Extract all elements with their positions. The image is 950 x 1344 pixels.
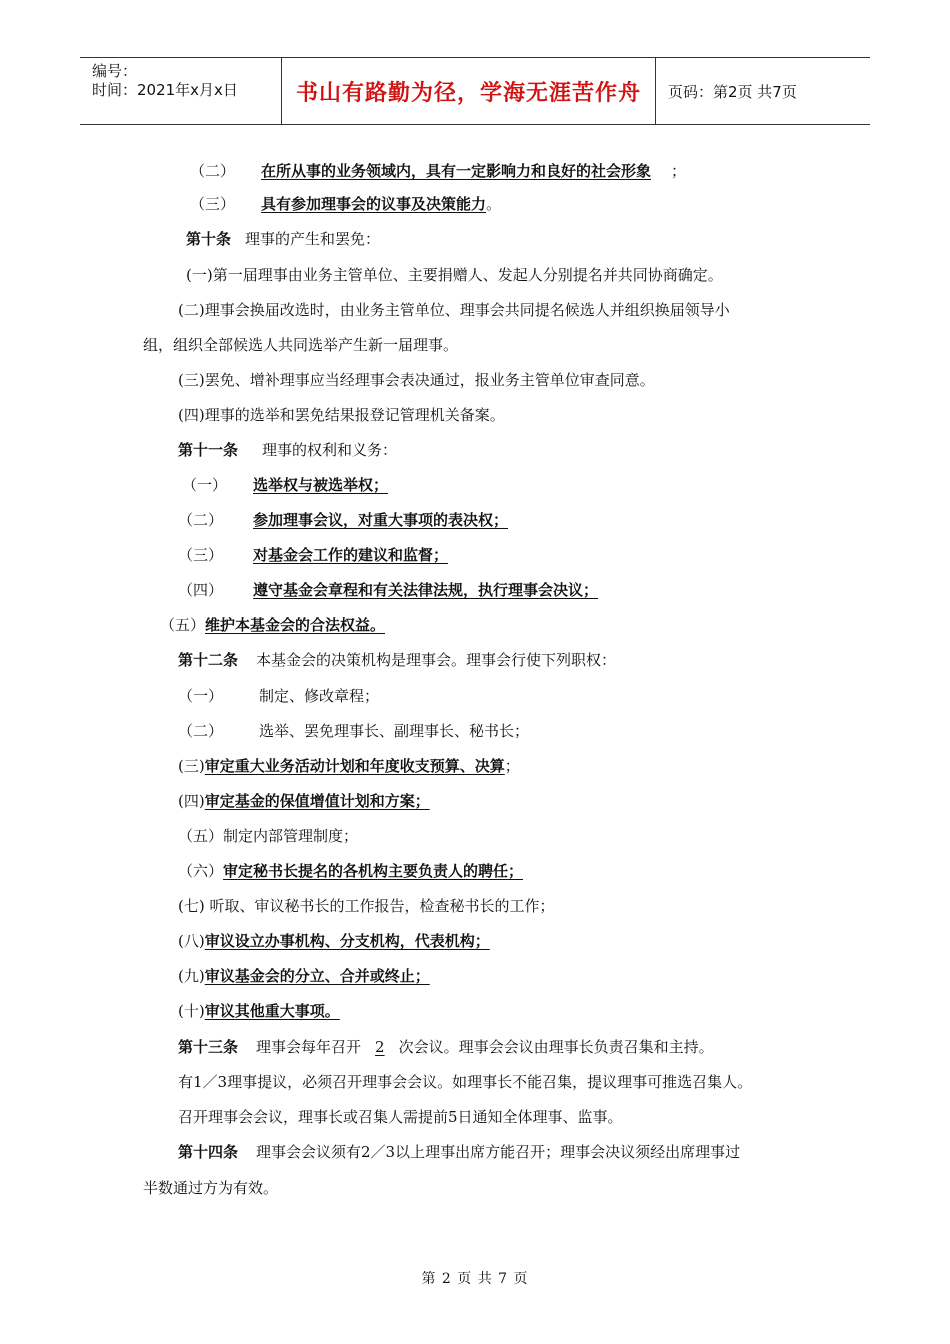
clause-11-heading [178,440,397,460]
clause-14-heading [178,1142,740,1162]
clause-12-item-3 [178,756,520,776]
item-number: （一） [178,687,224,705]
clause-10-item-4: (四)理事的选举和罢免结果报登记管理机关备案。 [178,406,505,424]
item-number: (三) [178,757,205,775]
meeting-count: 2 [375,1038,385,1056]
clause-12-item-9 [178,966,430,986]
header-motto: 书山有路勤为径，学海无涯苦作舟 [282,58,656,124]
item-text: 审定秘书长提名的各机构主要负责人的聘任； [223,862,524,880]
item-text: 遵守基金会章程和有关法律法规，执行理事会决议； [253,581,599,599]
clause-text: 理事会会议须有2／3以上理事出席方能召开；理事会决议须经出席理事过 [256,1143,741,1161]
item-number: (八) [178,932,205,950]
item-punctuation: ； [504,757,520,775]
item-number: （五） [160,616,206,634]
item-punctuation: ； [671,162,687,180]
page-header [80,57,870,125]
clause-13-para-2: 有1／3理事提议，必须召开理事会会议。如理事长不能召集，提议理事可推选召集人。 [178,1073,753,1091]
header-info-cell [80,58,282,124]
item-number: (十) [178,1002,205,1020]
clause-11-item-3 [178,545,448,565]
item-text: 审议设立办事机构、分支机构，代表机构； [204,932,490,950]
clause-12-item-6 [178,861,531,881]
item-number: （三） [178,546,224,564]
item-text: 维护本基金会的合法权益。 [205,616,386,634]
clause-number: 第十二条 [178,651,239,669]
clause-text: 理事会每年召开 [256,1038,362,1056]
clause-12-item-5: （五）制定内部管理制度； [178,827,359,845]
clause-11-item-2 [178,510,508,530]
item-text: 具有参加理事会的议事及决策能力 [261,195,487,213]
item-text: 对基金会工作的建议和监督； [253,546,449,564]
document-date-label: 时间：2021年x月x日 [92,81,238,99]
clause-12-item-10 [178,1001,340,1021]
clause-10-item-3: (三)罢免、增补理事应当经理事会表决通过，报业务主管单位审查同意。 [178,371,655,389]
item-text: 参加理事会议，对重大事项的表决权； [253,511,509,529]
document-number-label: 编号： [92,62,138,80]
item-text: 审议基金会的分立、合并或终止； [204,967,430,985]
clause-10-item-2-cont: 组，组织全部候选人共同选举产生新一届理事。 [143,336,459,354]
item-number: （二） [178,722,224,740]
clause-13-heading [178,1037,714,1057]
clause-13-para-3: 召开理事会会议，理事长或召集人需提前5日通知全体理事、监事。 [178,1108,623,1126]
item-text: 审定基金的保值增值计划和方案； [204,792,430,810]
item-text: 在所从事的业务领域内，具有一定影响力和良好的社会形象 [261,162,652,180]
clause-text: 理事的权利和义务： [262,441,398,459]
header-page-number: 页码：第2页 共7页 [668,82,797,101]
clause-12-item-4 [178,791,430,811]
clause-number: 第十一条 [178,441,239,459]
clause-number: 第十四条 [178,1143,239,1161]
item-text: 制定、修改章程； [259,687,380,705]
clause-text-cont: 次会议。理事会会议由理事长负责召集和主持。 [398,1038,714,1056]
clause-text: 本基金会的决策机构是理事会。理事会行使下列职权： [256,651,617,669]
page-footer: 第 2 页 共 7 页 [421,1271,529,1287]
item-number: （二） [190,162,236,180]
item-number: （四） [178,581,224,599]
item-text: 审议其他重大事项。 [204,1002,340,1020]
clause-11-item-4 [178,580,604,600]
clause-11-item-1 [182,475,408,495]
item-number: (九) [178,967,205,985]
item-punctuation: 。 [486,195,502,213]
clause-10-item-2: (二)理事会换届改选时，由业务主管单位、理事会共同提名候选人并组织换届领导小 [178,301,730,319]
clause-9-item-3 [190,194,501,214]
clause-text: 理事的产生和罢免： [245,230,381,248]
clause-10-heading [186,229,380,249]
clause-12-item-1 [178,686,379,706]
clause-12-item-7: (七) 听取、审议秘书长的工作报告，检查秘书长的工作； [178,897,555,915]
item-number: (四) [178,792,205,810]
item-number: （三） [190,195,236,213]
item-number: （二） [178,511,224,529]
clause-12-heading [178,650,616,670]
clause-12-item-8 [178,931,490,951]
item-number: （六） [178,862,224,880]
clause-number: 第十三条 [178,1038,239,1056]
clause-9-item-2 [190,161,686,181]
clause-12-item-2 [178,721,529,741]
item-number: （一） [182,476,228,494]
item-text: 选举、罢免理事长、副理事长、秘书长； [259,722,530,740]
item-text: 选举权与被选举权； [253,476,389,494]
clause-number: 第十条 [186,230,232,248]
clause-11-item-5 [160,615,385,635]
clause-10-item-1: (一)第一届理事由业务主管单位、主要捐赠人、发起人分别提名并共同协商确定。 [186,266,723,284]
clause-14-cont: 半数通过方为有效。 [143,1179,279,1197]
item-text: 审定重大业务活动计划和年度收支预算、决算 [204,757,505,775]
